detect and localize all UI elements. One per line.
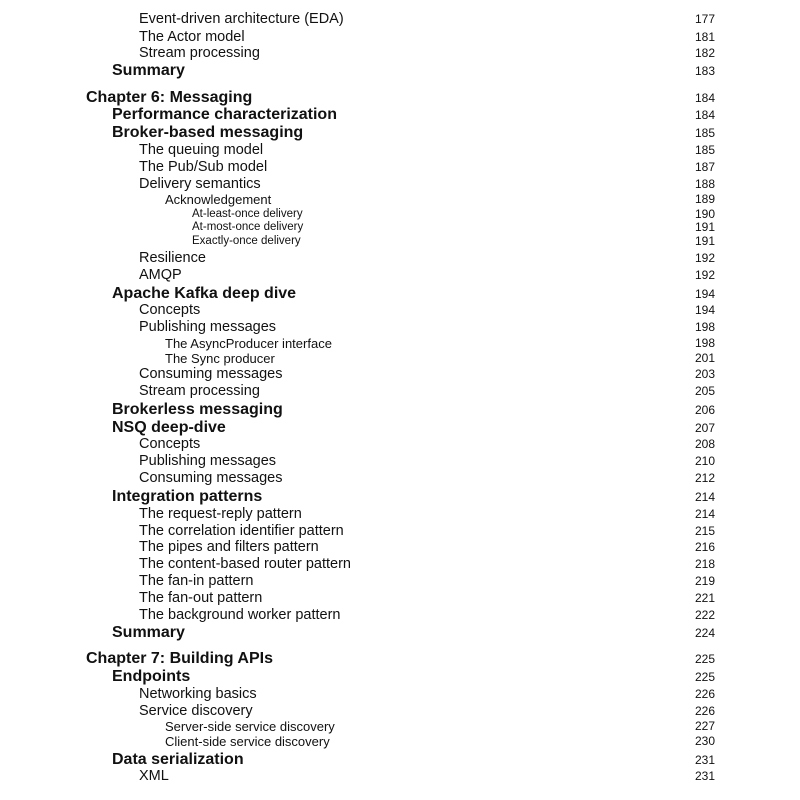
toc-entry-title: Event-driven architecture (EDA) [139,11,344,27]
toc-entry[interactable] [0,471,800,489]
toc-entry-title: Client-side service discovery [165,734,330,749]
toc-entry-title: Publishing messages [139,319,277,335]
toc-entry-page-number: 198 [694,336,715,350]
toc-entry-page-number: 231 [694,753,715,767]
toc-entry-page-number: 218 [694,557,715,571]
toc-entry-page-number: 214 [694,507,715,521]
toc-entry-page-number: 189 [694,192,715,206]
toc-entry-page-number: 184 [694,91,715,105]
toc-entry-page-number: 191 [694,234,715,248]
toc-entry-title: NSQ deep-dive [112,419,226,436]
toc-entry-title: The fan-in pattern [139,573,254,589]
toc-entry[interactable] [0,669,800,687]
toc-entry[interactable] [0,454,800,472]
toc-entry-title: The request-reply pattern [139,506,302,522]
toc-entry-page-number: 214 [694,490,715,504]
toc-entry-page-number: 221 [694,591,715,605]
toc-entry-title: Concepts [139,436,201,452]
toc-entry[interactable] [0,651,800,669]
toc-entry-title: At-most-once delivery [192,221,304,233]
toc-entry-page-number: 185 [694,126,715,140]
toc-entry-page-number: 194 [694,287,715,301]
toc-entry-page-number: 185 [694,143,715,157]
toc-entry[interactable] [0,557,800,575]
toc-entry-title: Integration patterns [112,488,263,505]
toc-entry[interactable] [0,286,800,304]
toc-entry-title: AMQP [139,267,182,283]
toc-entry-title: Stream processing [139,45,260,61]
toc-entry-title: Brokerless messaging [112,401,283,418]
toc-entry-title: The AsyncProducer interface [165,336,332,351]
toc-entry-page-number: 212 [694,471,715,485]
toc-entry-page-number: 203 [694,367,715,381]
toc-entry-page-number: 210 [694,454,715,468]
toc-entry-page-number: 226 [694,704,715,718]
toc-entry[interactable] [0,268,800,286]
toc-entry-page-number: 216 [694,540,715,554]
toc-entry[interactable] [0,687,800,705]
toc-entry-page-number: 183 [694,64,715,78]
toc-entry[interactable] [0,507,800,525]
toc-entry-title: Apache Kafka deep dive [112,285,297,302]
toc-entry[interactable] [0,489,800,507]
toc-entry-title: The Pub/Sub model [139,159,268,175]
toc-entry-page-number: 181 [694,30,715,44]
toc-entry-page-number: 225 [694,652,715,666]
toc-entry[interactable] [0,402,800,420]
toc-entry-page-number: 191 [694,220,715,234]
toc-entry-page-number: 208 [694,437,715,451]
toc-entry-title: Exactly-once delivery [192,235,301,247]
toc-entry-title: Consuming messages [139,366,283,382]
toc-entry-page-number: 207 [694,421,715,435]
toc-entry-title: Concepts [139,302,201,318]
toc-entry-title: Networking basics [139,686,257,702]
toc-entry-title: Broker-based messaging [112,124,304,141]
toc-entry-page-number: 188 [694,177,715,191]
toc-entry-title: Acknowledgement [165,192,272,207]
toc-entry[interactable] [0,574,800,592]
toc-entry[interactable] [0,420,800,438]
toc-entry-page-number: 182 [694,46,715,60]
toc-entry-title: Stream processing [139,383,260,399]
toc-entry-title: Delivery semantics [139,176,261,192]
toc-entry-title: Service discovery [139,703,253,719]
toc-entry[interactable] [0,625,800,643]
toc-entry-page-number: 198 [694,320,715,334]
toc-entry-page-number: 227 [694,719,715,733]
toc-entry-page-number: 224 [694,626,715,640]
toc-entry-page-number: 187 [694,160,715,174]
toc-entry-page-number: 219 [694,574,715,588]
toc-entry-page-number: 190 [694,207,715,221]
toc-entry-title: Chapter 6: Messaging [86,89,253,106]
toc-entry[interactable] [0,125,800,143]
toc-entry-page-number: 222 [694,608,715,622]
toc-entry[interactable] [0,320,800,338]
toc-entry-page-number: 205 [694,384,715,398]
toc-entry-page-number: 177 [694,12,715,26]
toc-entry-title: Chapter 7: Building APIs [86,650,273,667]
toc-entry-page-number: 230 [694,734,715,748]
toc-entry-title: The Actor model [139,29,245,45]
toc-entry[interactable] [0,540,800,558]
toc-entry-page-number: 194 [694,303,715,317]
toc-entry-page-number: 226 [694,687,715,701]
toc-entry-page-number: 225 [694,670,715,684]
toc-entry-title: The fan-out pattern [139,590,263,606]
toc-entry[interactable] [0,384,800,402]
toc-entry-title: The queuing model [139,142,264,158]
toc-entry-title: Consuming messages [139,470,283,486]
toc-entry[interactable] [0,591,800,609]
toc-entry[interactable] [0,303,800,321]
toc-entry[interactable] [0,437,800,455]
toc-entry-title: Summary [112,62,185,79]
toc-entry-title: Data serialization [112,751,244,768]
toc-entry-title: Publishing messages [139,453,277,469]
toc-entry-page-number: 192 [694,251,715,265]
toc-entry-title: The Sync producer [165,351,275,366]
toc-entry[interactable] [0,107,800,125]
toc-entry-page-number: 192 [694,268,715,282]
toc-entry-page-number: 231 [694,769,715,783]
toc-entry[interactable] [0,251,800,269]
toc-entry-title: The correlation identifier pattern [139,523,344,539]
toc-entry-title: Resilience [139,250,206,266]
toc-entry[interactable] [0,367,800,385]
toc-entry-title: Performance characterization [112,106,337,123]
toc-entry-page-number: 201 [694,351,715,365]
toc-entry-title: Server-side service discovery [165,719,335,734]
toc-entry[interactable] [0,769,800,787]
toc-entry-page-number: 206 [694,403,715,417]
toc-entry-title: The content-based router pattern [139,556,351,572]
toc-entry-title: The background worker pattern [139,607,341,623]
toc-entry[interactable] [0,63,800,81]
toc-entry[interactable] [0,143,800,161]
toc-entry-title: XML [139,768,169,784]
toc-entry[interactable] [0,12,800,30]
toc-entry[interactable] [0,160,800,178]
toc-entry-page-number: 215 [694,524,715,538]
toc-entry-title: At-least-once delivery [192,208,303,220]
toc-entry-title: The pipes and filters pattern [139,539,319,555]
toc-entry-title: Endpoints [112,668,191,685]
toc-entry-title: Summary [112,624,185,641]
toc-entry[interactable] [0,752,800,770]
toc-entry-page-number: 184 [694,108,715,122]
